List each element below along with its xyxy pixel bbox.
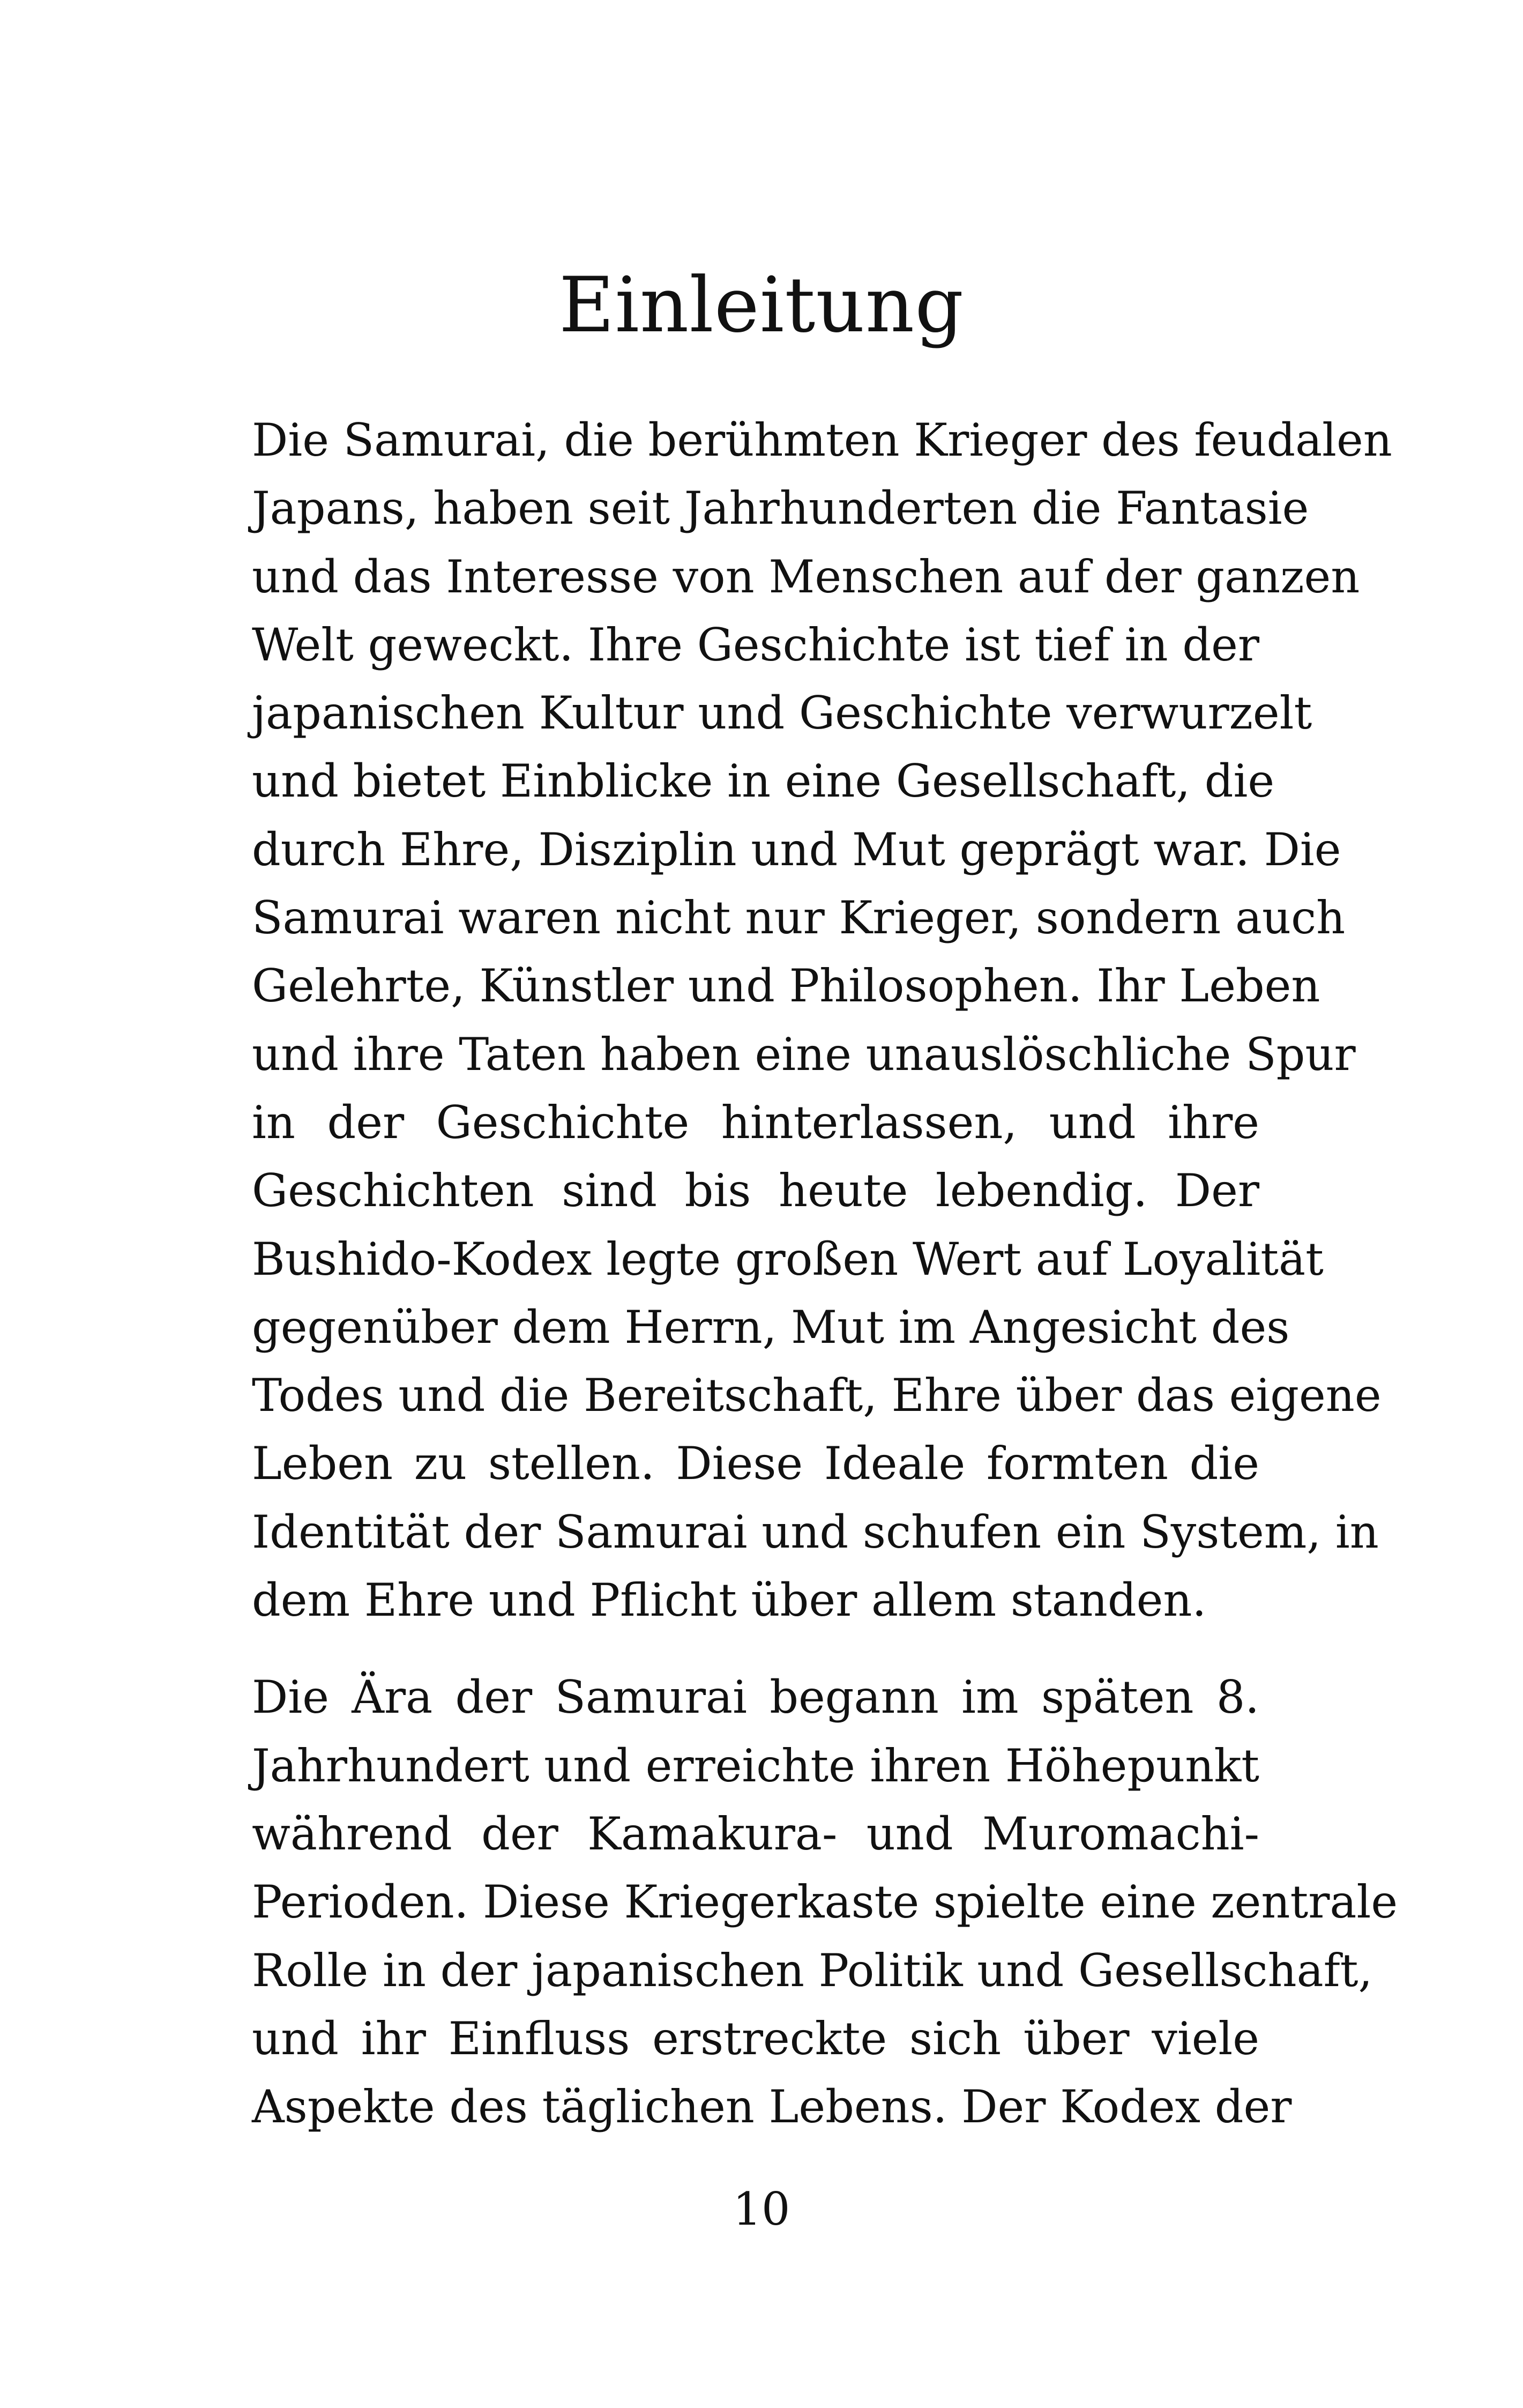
text-line: Jahrhundert und erreichte ihren Höhepunkt xyxy=(252,1739,1259,1792)
text-line: und ihr Einfluss erstreckte sich über viele xyxy=(252,2012,1259,2065)
text-line: Perioden. Diese Kriegerkaste spielte eine zentrale xyxy=(252,1876,1398,1929)
text-line: in der Geschichte hinterlassen, und ihre xyxy=(252,1096,1259,1149)
text-line: Samurai waren nicht nur Krieger, sondern auch xyxy=(252,891,1346,945)
text-line: dem Ehre und Pflicht über allem standen. xyxy=(252,1574,1207,1627)
text-line: Japans, haben seit Jahrhunderten die Fantasie xyxy=(252,482,1309,535)
paragraph-2 xyxy=(252,1663,1398,2141)
text-line: und ihre Taten haben eine unauslöschliche Spur xyxy=(252,1028,1356,1081)
text-line: Bushido-Kodex legte großen Wert auf Loyalität xyxy=(252,1232,1324,1285)
text-line: Todes und die Bereitschaft, Ehre über das eigene xyxy=(252,1369,1382,1422)
text-line: gegenüber dem Herrn, Mut im Angesicht des xyxy=(252,1300,1290,1354)
text-line: durch Ehre, Disziplin und Mut geprägt war. Die xyxy=(252,823,1341,876)
text-line: Die Samurai, die berühmten Krieger des feudalen xyxy=(252,414,1392,466)
text-line: Leben zu stellen. Diese Ideale formten die xyxy=(252,1437,1259,1490)
paragraph-1 xyxy=(252,406,1392,1634)
text-line: Welt geweckt. Ihre Geschichte ist tief in der xyxy=(252,618,1259,671)
page-number: 10 xyxy=(733,2183,790,2235)
text-line: Die Ära der Samurai begann im späten 8. xyxy=(252,1671,1259,1724)
text-line: Aspekte des täglichen Lebens. Der Kodex der xyxy=(252,2080,1292,2134)
body-text xyxy=(252,406,1398,2141)
text-line: japanischen Kultur und Geschichte verwurzelt xyxy=(252,687,1312,740)
chapter-title: Einleitung xyxy=(558,261,965,350)
text-line: Identität der Samurai und schufen ein System, in xyxy=(252,1505,1379,1558)
text-line: während der Kamakura- und Muromachi- xyxy=(252,1807,1259,1860)
text-line: Gelehrte, Künstler und Philosophen. Ihr Leben xyxy=(252,960,1320,1013)
text-line: Rolle in der japanischen Politik und Gesellschaft, xyxy=(252,1944,1373,1997)
text-line: und bietet Einblicke in eine Gesellschaft, die xyxy=(252,755,1275,808)
text-line: und das Interesse von Menschen auf der ganzen xyxy=(252,550,1360,603)
text-line: Geschichten sind bis heute lebendig. Der xyxy=(252,1164,1259,1217)
